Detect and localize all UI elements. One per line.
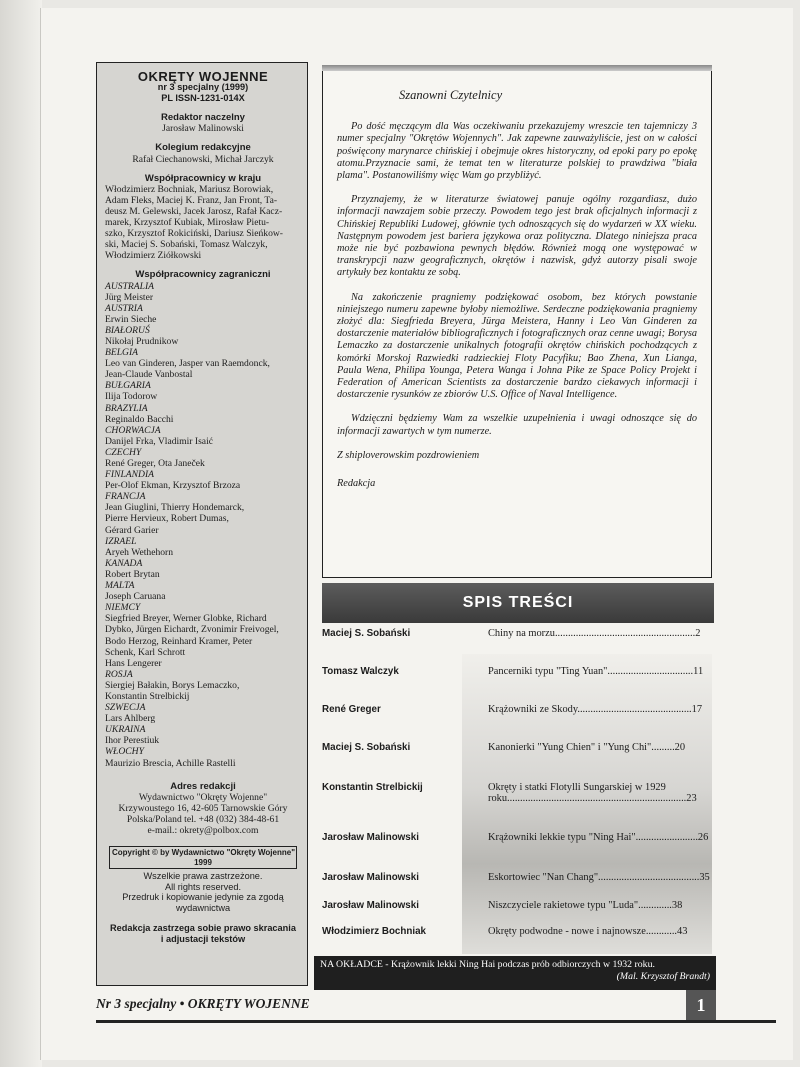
contributor-names: Gérard Garier — [105, 524, 159, 536]
rights-line: Przedruk i kopiowanie jedynie za zgodą — [122, 892, 284, 903]
address-line: Polska/Poland tel. +48 (032) 384-48-61 — [126, 813, 280, 825]
copyright-line: 1999 — [194, 857, 212, 867]
cover-caption-credit: (Mal. Krzysztof Brandt) — [616, 971, 710, 982]
toc-title: Pancerniki typu "Ting Yuan".................................11 — [488, 666, 704, 677]
page-footer: Nr 3 specjalny • OKRĘTY WOJENNE — [96, 996, 310, 1011]
letter-paragraph: Po dość męczącym dla Was oczekiwaniu przekazujemy wreszcie ten tajemniczy 3 numer specjalny "Okrętów Wojennych". Jak zapewne zauważyliście, jest on w całości poświęcony marynarce chińskiej i obejmuje okres historyczny, od epoki pary po epokę atomu.Przyznacie sami, że temat ten w literaturze polskiej to prawdziwa "biała plama". Postanowiliśmy więc Wam go przybliżyć. — [337, 121, 697, 182]
rights-line: All rights reserved. — [164, 881, 242, 892]
toc-title: Okręty podwodne - nowe i najnowsze............43 — [488, 926, 688, 937]
domestic-line: ski, Maciej S. Sobański, Tomasz Walczyk, — [105, 239, 268, 251]
masthead-panel — [96, 62, 308, 986]
contributor-names: Jean-Claude Vanbostal — [105, 369, 193, 381]
country-label: KANADA — [105, 557, 143, 569]
contributor-names: Maurizio Brescia, Achille Rastelli — [105, 757, 236, 769]
contributor-names: Aryeh Wethehorn — [105, 546, 174, 558]
country-label: WŁOCHY — [105, 746, 144, 758]
country-label: UKRAINA — [105, 724, 146, 736]
board-label: Kolegium redakcyjne — [155, 142, 251, 154]
domestic-line: deusz M. Gelewski, Jacek Jarosz, Rafał Kacz- — [105, 205, 283, 217]
letter-paragraph: Wdzięczni będziemy Wam za wszelkie uzupełnienia i uwagi odnoszące się do informacji zawartych w tym numerze. — [337, 413, 697, 437]
footer-rule — [96, 1020, 776, 1023]
domestic-line: marek, Krzysztof Kubiak, Mirosław Pietu- — [105, 217, 270, 229]
toc-author: Tomasz Walczyk — [322, 666, 399, 677]
foreign-contributors — [105, 281, 301, 769]
issn: PL ISSN-1231-014X — [161, 93, 245, 104]
domestic-line: Włodzimierz Ziółkowski — [105, 250, 202, 262]
rights-notice — [105, 871, 301, 913]
board-names: Rafał Ciechanowski, Michał Jarczyk — [132, 153, 274, 165]
country-label: AUSTRIA — [105, 302, 143, 314]
contributor-names: Nikołaj Prudnikow — [105, 335, 179, 347]
contributor-names: Robert Brytan — [105, 568, 160, 580]
contributor-names: René Greger, Ota Janeček — [105, 458, 205, 469]
country-label: FINLANDIA — [105, 469, 155, 481]
contributor-names: Bodo Herzog, Reinhard Kramer, Peter — [105, 635, 253, 647]
toc-author: Jarosław Malinowski — [322, 900, 419, 911]
country-label: FRANCJA — [105, 491, 146, 503]
toc-author: Włodzimierz Bochniak — [322, 926, 426, 937]
letter-body — [337, 121, 697, 438]
country-label: BIAŁORUŚ — [105, 324, 150, 336]
contributor-names: Siegfried Breyer, Werner Globke, Richard — [105, 613, 267, 625]
editor-name: Jarosław Malinowski — [162, 123, 244, 135]
rights-line: Wszelkie prawa zastrzeżone. — [143, 871, 263, 882]
contributor-names: Ilija Todorow — [105, 391, 158, 403]
note-line: Redakcja zastrzega sobie prawo skracania — [110, 923, 296, 934]
copyright-box — [109, 846, 297, 869]
toc-author: Maciej S. Sobański — [322, 628, 411, 639]
address-block — [105, 792, 301, 836]
letter-greeting: Szanowni Czytelnicy — [399, 88, 503, 102]
country-label: IZRAEL — [105, 535, 137, 547]
contributor-names: Pierre Hervieux, Robert Dumas, — [105, 513, 229, 525]
country-label: SZWECJA — [105, 702, 146, 714]
contributor-names: Jürg Meister — [105, 291, 154, 303]
contributor-names: Reginaldo Bacchi — [105, 413, 174, 425]
toc-title: Chiny na morzu......................................................2 — [488, 628, 701, 639]
toc-author: Jarosław Malinowski — [322, 832, 419, 843]
domestic-label: Współpracownicy w kraju — [144, 172, 262, 184]
contributor-names: Per-Olof Ekman, Krzysztof Brzoza — [105, 480, 241, 492]
toc-title: Kanonierki "Yung Chien" i "Yung Chi".........20 — [488, 742, 686, 753]
letter-signature: Redakcja — [337, 478, 376, 490]
letter-top-rule — [322, 65, 712, 71]
cover-caption — [314, 956, 716, 990]
country-label: CHORWACJA — [105, 424, 161, 436]
domestic-contributors — [105, 184, 301, 262]
contributor-names: Leo van Ginderen, Jasper van Raemdonck, — [105, 358, 270, 370]
address-line: Wydawnictwo "Okręty Wojenne" — [138, 791, 268, 803]
contributor-names: Jean Giuglini, Thierry Hondemarck, — [105, 502, 245, 514]
address-line: e-mail.: okrety@polbox.com — [147, 825, 259, 836]
foreign-label: Współpracownicy zagraniczni — [135, 269, 271, 281]
editorial-note — [105, 923, 301, 944]
domestic-line: Włodzimierz Bochniak, Mariusz Borowiak, — [105, 183, 274, 195]
country-label: BUŁGARIA — [105, 380, 151, 392]
contributor-names: Lars Ahlberg — [105, 713, 156, 725]
country-label: NIEMCY — [105, 602, 141, 614]
country-label: CZECHY — [105, 446, 142, 458]
contributor-names: Siergiej Bałakin, Borys Lemaczko, — [105, 679, 240, 691]
contributor-names: Erwin Sieche — [105, 313, 157, 325]
contributor-names: Joseph Caruana — [105, 591, 166, 603]
toc-title: Okręty i statki Flotylli Sungarskiej w 1929 roku.....................................................................23 — [488, 782, 697, 804]
magazine-title: OKRĘTY WOJENNE — [137, 69, 269, 84]
contributor-names: Danijel Frka, Vladimir Isaić — [105, 435, 213, 447]
toc-title: Niszczyciele rakietowe typu "Luda".............38 — [488, 900, 683, 911]
letter-paragraph: Przyznajemy, że w literaturze światowej panuje ogólny rozgardiasz, dużo informacji nawzajem sobie przeczy. Powodem tego jest brak oficjalnych informacji z Chińskiej Republiki Ludowej, głównie tych odnoszących się do wydarzeń w XX wieku. Następnym powodem jest bariera językowa oraz polityczna. Dlatego niniejsza praca może nie być pozbawiona pewnych błędów. Również mogą one występować w transkrypcji nazw geograficznych, okrętów i nazwisk, gdyż autorzy pisali swoje artykuły bez kontaktu ze sobą. — [337, 194, 697, 279]
contributor-names: Dybko, Jürgen Eichardt, Zvonimir Freivogel, — [105, 624, 279, 636]
letter-paragraph: Na zakończenie pragniemy podziękować osobom, bez których powstanie niniejszego numeru zapewne byłoby niemożliwe. Serdeczne podziękowania pragniemy złożyć dla: Siegfrieda Breyera, Jürga Meistera, Hanny i Leo Van Ginderen za dostarczenie materiałów bibliograficznych i fotograficznych oraz cenne uwagi; Borysa Lemaczko za dostarczenie unikalnych fotografii okrętów chińskich pochodzących z komórki Morskoj Razwiedki radzieckiej Floty Pacyfiku; Bao Zhena, Xun Lianga, Paula Wena, Philipa Younga, Petera Wanga i Johna Pike ze Space Policy Projekt i Federation of American Scientists za dostarczenie bardzo ciekawych informacji i dostarczenie rysunków ze zbiorów U.S. Office of Naval Intelligence. — [337, 291, 697, 401]
address-label: Adres redakcji — [170, 780, 236, 792]
binding-spine — [0, 0, 42, 1067]
country-label: ROSJA — [105, 668, 133, 680]
letter-closing: Z shiploverowskim pozdrowieniem — [337, 449, 480, 461]
toc-author: René Greger — [322, 704, 381, 715]
toc-title: Krążowniki ze Skody............................................17 — [488, 704, 703, 715]
toc-author: Konstantin Strelbickij — [322, 782, 423, 793]
country-label: MALTA — [105, 580, 135, 592]
page-number: 1 — [686, 990, 716, 1020]
toc-title: Eskortowiec "Nan Chang".......................................35 — [488, 872, 710, 883]
table-of-contents — [322, 624, 716, 954]
toc-title: Krążowniki lekkie typu "Ning Hai"........................26 — [488, 832, 709, 843]
domestic-line: Adam Fleks, Maciej K. Franz, Jan Front, Ta- — [105, 194, 278, 206]
country-label: AUSTRALIA — [105, 280, 155, 292]
note-line: i adjustacji tekstów — [160, 933, 246, 944]
rights-line: wydawnictwa — [175, 902, 231, 913]
copyright-line: Copyright © by Wydawnictwo "Okręty Wojenne" — [112, 848, 295, 858]
address-line: Krzywoustego 16, 42-605 Tarnowskie Góry — [118, 802, 288, 814]
editorial-letter — [322, 66, 712, 578]
domestic-line: szko, Krzysztof Rokiciński, Dariusz Sieńkow- — [105, 228, 283, 240]
toc-author: Maciej S. Sobański — [322, 742, 411, 753]
country-label: BELGIA — [105, 347, 139, 359]
toc-heading: SPIS TREŚCI — [322, 583, 714, 623]
issue-number: nr 3 specjalny (1999) — [157, 82, 249, 93]
toc-author: Jarosław Malinowski — [322, 872, 419, 883]
country-label: BRAZYLIA — [105, 402, 148, 414]
contributor-names: Konstantin Strelbickij — [105, 690, 190, 702]
editor-label: Redaktor naczelny — [161, 112, 245, 124]
contributor-names: Ihor Perestiuk — [105, 735, 160, 747]
contributor-names: Schenk, Karl Schrott — [105, 646, 186, 658]
cover-caption-text: NA OKŁADCE - Krążownik lekki Ning Hai podczas prób odbiorczych w 1932 roku. — [320, 959, 655, 970]
contributor-names: Hans Lengerer — [105, 657, 162, 669]
